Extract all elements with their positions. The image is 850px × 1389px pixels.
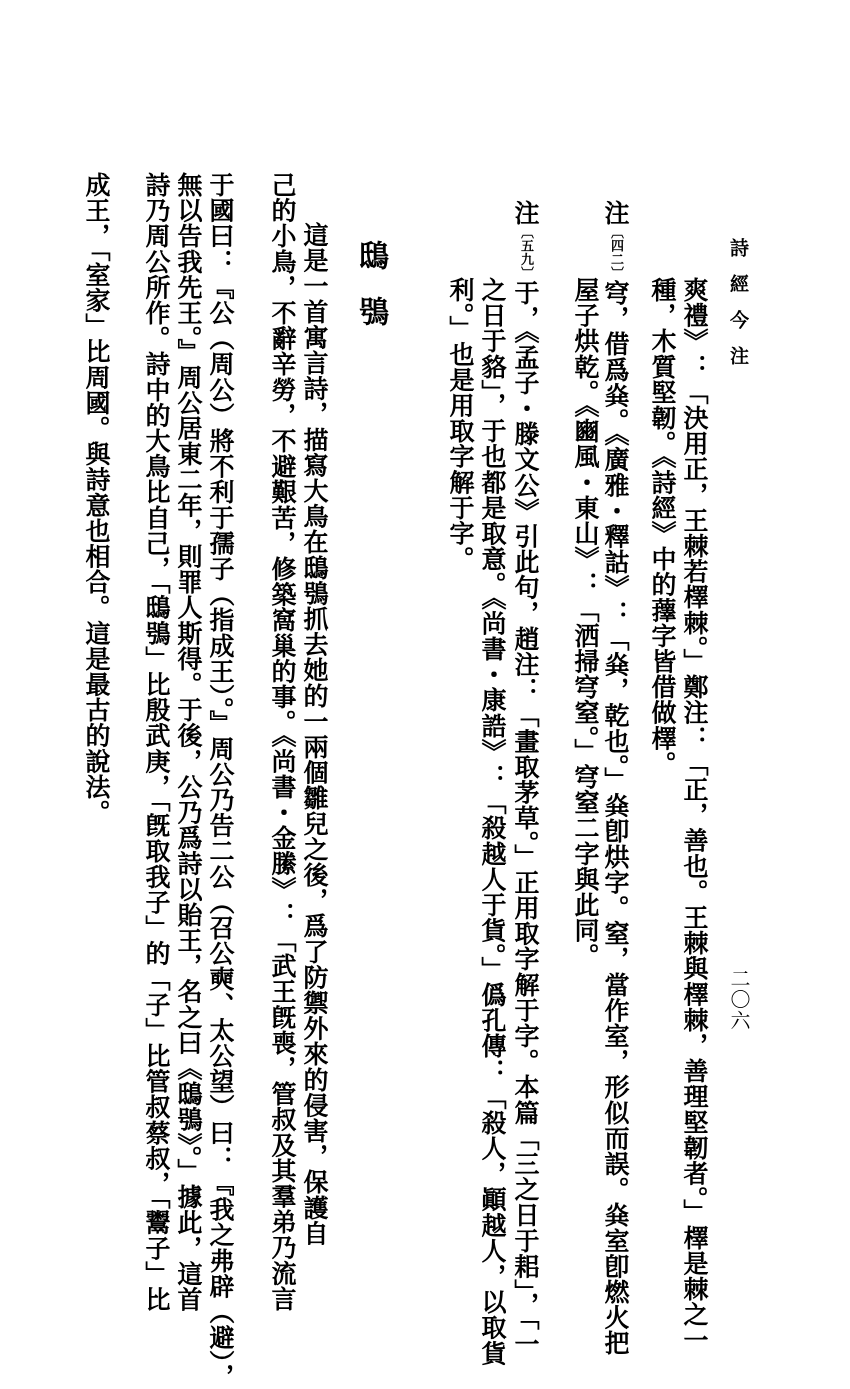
note-label-42 [603, 200, 628, 1356]
body-line: 成王，「室家」比周國。與詩意也相合。這是最古的說法。 [82, 172, 111, 826]
note-line: 利。」也是用取字解于字。 [446, 277, 475, 572]
body-line: 這是一首寓言詩，描寫大鳥在鴟鴞抓去她的一兩個雛兒之後，爲了防禦外來的侵害，保護自 [300, 222, 329, 1246]
note-line: 爽禮》：「決用正，王棘若檡棘。」鄭注：「正，善也。王棘與檡棘，善理堅韌者。」檡是棘之一 [680, 277, 709, 1353]
note-line: 屋子烘乾。《豳風・東山》：「洒掃穹窒。」穹窒二字與此同。 [571, 277, 600, 969]
body-line: 己的小鳥，不辭辛勞，不避艱苦，修築窩巢的事。《尚書・金縢》：「武王旣喪，管叔及其羣弟乃流言 [268, 172, 297, 1312]
note-label: 注 [601, 200, 630, 226]
page-number: 二〇六 [727, 968, 751, 1031]
note-label-59 [513, 200, 538, 1356]
body-line: 無以告我先王。』周公居東二年，則罪人斯得。于後，公乃爲詩以貽王，名之曰《鴟鴞》。」據此，這首 [174, 172, 203, 1313]
note-label: 注 [511, 200, 540, 226]
section-title: 鴟鴞 [353, 240, 388, 352]
note-line: 穹，借爲烡。《廣雅・釋詁》：「烡，乾也。」烡卽烘字。窒，當作室，形似而誤。烡室卽燃火把 [601, 280, 630, 1356]
running-head-title: 詩經今注 [727, 238, 749, 382]
note-line: 之日于貉」，于也都是取意。《尚書・康誥》：「殺越人于貨。」僞孔傳：「殺人，顚越人，以取貨 [478, 277, 507, 1366]
note-marker: 〔五九〕 [518, 225, 533, 281]
note-line: 種，木質堅韌。《詩經》中的蘀字皆借做檡。 [648, 277, 677, 777]
note-line: 于，《孟子・滕文公》引此句，趙注：「畫取茅草。」正用取字解于字。本篇「三之日于耜」，「一 [511, 280, 540, 1357]
body-line: 詩乃周公所作。詩中的大鳥比自己，「鴟鴞」比殷武庚，「旣取我子」的「子」比管叔蔡叔，「鬻子」比 [142, 172, 171, 1313]
body-line: 于國曰：『公（周公）將不利于孺子（指成王）。』周公乃告二公（召公奭、太公望）曰：『我之弗辟（避）， [206, 172, 235, 1389]
note-marker: 〔四二〕 [608, 225, 623, 281]
